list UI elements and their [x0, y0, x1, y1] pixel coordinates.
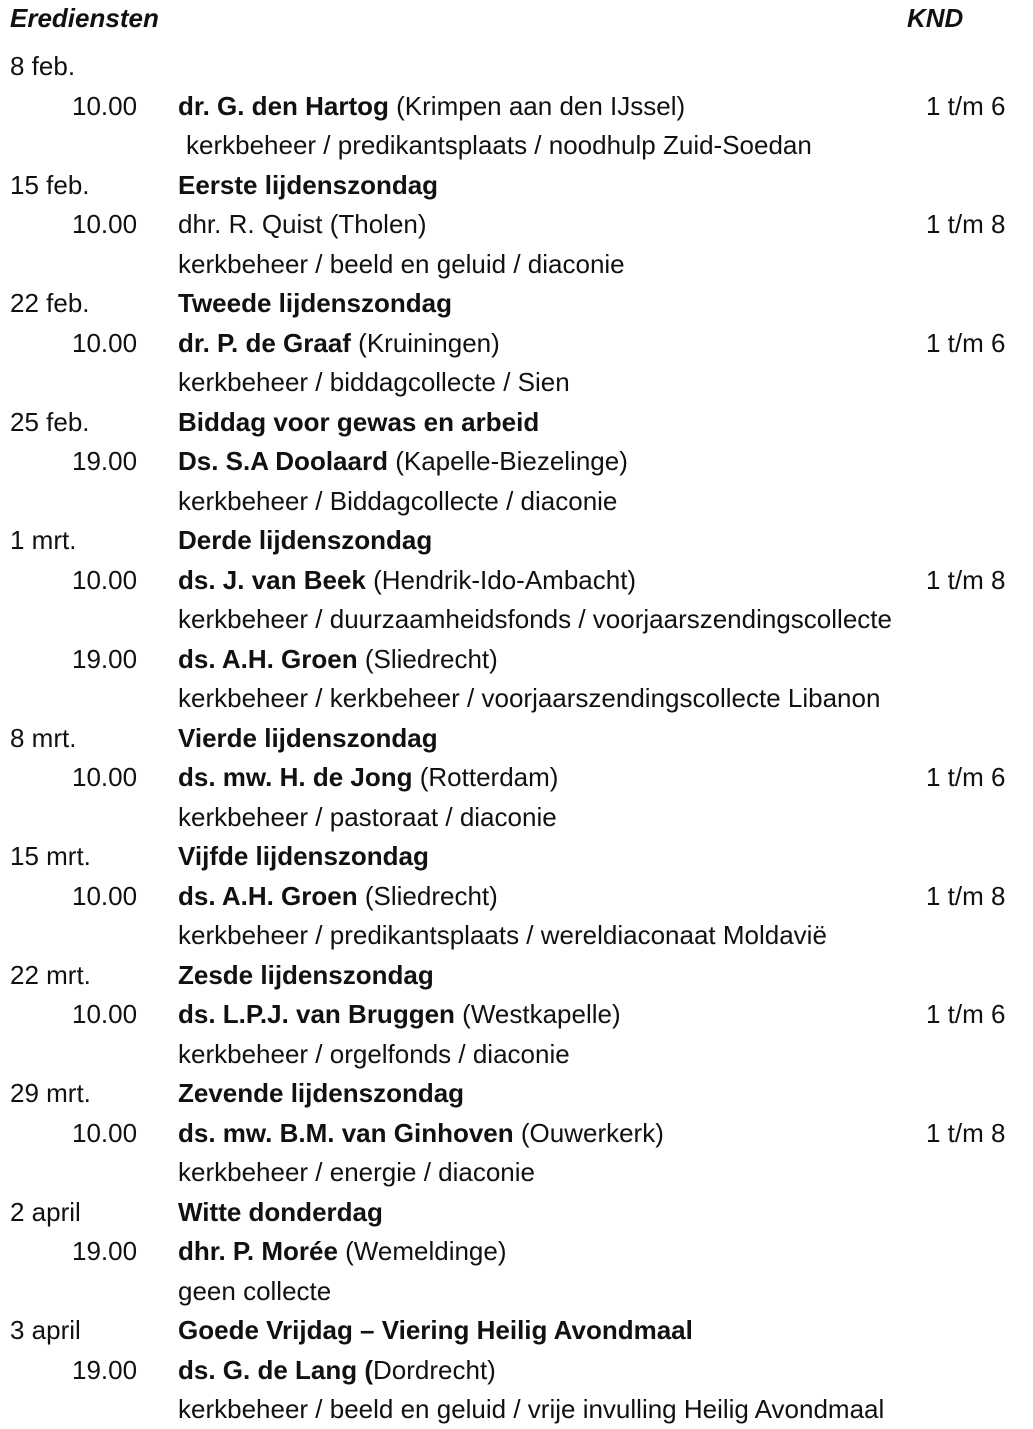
service-preacher-line: [178, 324, 500, 363]
service-preacher-line: [178, 205, 427, 244]
preacher-name: ds. L.P.J. van Bruggen: [178, 999, 455, 1029]
preacher-place: (Westkapelle): [454, 999, 621, 1029]
schedule-line: [0, 1390, 1033, 1429]
collection-text: kerkbeheer / predikantsplaats / noodhulp Zuid-Soedan: [186, 130, 812, 160]
schedule-line: [0, 877, 1033, 916]
preacher-place: (Ouwerkerk): [513, 1117, 664, 1148]
service-time: 19.00: [72, 446, 138, 476]
service-time: 10.00: [72, 999, 138, 1029]
service-time: 10.00: [72, 90, 138, 121]
service-time: 10.00: [72, 209, 138, 239]
preacher-name: ds. mw. B.M. van Ginhoven: [178, 1117, 514, 1148]
schedule-line: [0, 205, 1033, 244]
schedule-line: [0, 679, 1033, 718]
service-preacher-line: [178, 995, 621, 1034]
knd-groups: 1 t/m 6: [926, 90, 1006, 121]
collection-text: kerkbeheer / beeld en geluid / vrije invulling Heilig Avondmaal: [178, 1394, 885, 1424]
knd-groups: 1 t/m 8: [926, 1117, 1006, 1148]
schedule-line: [0, 1074, 1033, 1113]
service-preacher-line: [178, 758, 558, 797]
preacher-name: dhr. P. Morée: [178, 1236, 338, 1266]
service-title: Witte donderdag: [178, 1196, 383, 1227]
service-title: Biddag voor gewas en arbeid: [178, 406, 540, 437]
collection-text: geen collecte: [178, 1275, 332, 1306]
schedule-line: [0, 126, 1033, 165]
service-title: Derde lijdenszondag: [178, 525, 433, 555]
collection-text: kerkbeheer / kerkbeheer / voorjaarszendingscollecte Libanon: [178, 683, 881, 713]
preacher-name: dr. G. den Hartog: [178, 90, 389, 121]
schedule-line: [0, 719, 1033, 758]
preacher-place: (Hendrik-Ido-Ambacht): [365, 564, 637, 595]
knd-groups: 1 t/m 6: [926, 327, 1006, 358]
service-date: 8 feb.: [10, 51, 76, 81]
service-title: Goede Vrijdag – Viering Heilig Avondmaal: [178, 1315, 693, 1345]
schedule-line: [0, 442, 1033, 481]
schedule-line: [0, 640, 1033, 679]
preacher-place: (Sliedrecht): [357, 880, 498, 911]
schedule-line: [0, 995, 1033, 1034]
collection-text: kerkbeheer / Biddagcollecte / diaconie: [178, 485, 618, 516]
schedule-line: [0, 1272, 1033, 1311]
service-preacher-line: [178, 1114, 664, 1153]
service-time: 10.00: [72, 1117, 138, 1148]
preacher-place: (Wemeldinge): [337, 1236, 507, 1266]
schedule-line: [0, 956, 1033, 995]
schedule-line: [0, 1153, 1033, 1192]
service-title: Zevende lijdenszondag: [178, 1078, 465, 1108]
preacher-name: ds. A.H. Groen: [178, 880, 358, 911]
schedule-line: [0, 87, 1033, 126]
schedule-line: [0, 1311, 1033, 1350]
service-time: 10.00: [72, 327, 138, 358]
knd-groups: 1 t/m 8: [926, 209, 1006, 239]
service-date: 29 mrt.: [10, 1078, 91, 1108]
collection-text: kerkbeheer / orgelfonds / diaconie: [178, 1038, 570, 1069]
schedule-line: [0, 363, 1033, 402]
service-preacher-line: [178, 442, 628, 481]
schedule-line: [0, 1114, 1033, 1153]
header-title: Erediensten: [10, 3, 159, 33]
schedule-line: [0, 403, 1033, 442]
collection-text: kerkbeheer / biddagcollecte / Sien: [178, 367, 570, 397]
schedule-line: [0, 521, 1033, 560]
schedule-line: [0, 1351, 1033, 1390]
schedule-line: [0, 47, 1033, 86]
service-time: 19.00: [72, 1354, 138, 1385]
preacher-name: ds. J. van Beek: [178, 564, 366, 595]
knd-groups: 1 t/m 8: [926, 880, 1006, 911]
service-title: Vierde lijdenszondag: [178, 722, 438, 753]
service-date: 8 mrt.: [10, 722, 77, 753]
preacher-name: ds. A.H. Groen: [178, 643, 358, 674]
preacher-name: Ds. S.A Doolaard: [178, 446, 388, 476]
preacher-place: (Kapelle-Biezelinge): [387, 446, 628, 476]
schedule-line: [0, 324, 1033, 363]
service-date: 3 april: [10, 1315, 81, 1345]
schedule-line: [0, 758, 1033, 797]
schedule-line: [0, 1193, 1033, 1232]
knd-groups: 1 t/m 8: [926, 564, 1006, 595]
header-knd: KND: [907, 3, 964, 33]
service-title: Zesde lijdenszondag: [178, 959, 434, 990]
service-preacher-line: [178, 561, 636, 600]
schedule-line: [0, 1035, 1033, 1074]
preacher-place: dhr. R. Quist (Tholen): [178, 209, 427, 239]
service-title: Tweede lijdenszondag: [178, 288, 453, 318]
service-preacher-line: [178, 640, 498, 679]
knd-groups: 1 t/m 6: [926, 999, 1006, 1029]
schedule-line: [0, 916, 1033, 955]
service-time: 10.00: [72, 762, 138, 792]
collection-text: kerkbeheer / beeld en geluid / diaconie: [178, 248, 625, 279]
service-preacher-line: [178, 1351, 496, 1390]
service-date: 15 feb.: [10, 169, 90, 200]
service-time: 10.00: [72, 564, 138, 595]
schedule-line: [0, 482, 1033, 521]
service-title: Vijfde lijdenszondag: [178, 841, 429, 871]
preacher-place: (Kruiningen): [350, 327, 500, 358]
service-date: 25 feb.: [10, 406, 90, 437]
preacher-place: (Rotterdam): [412, 762, 559, 792]
schedule-line: [0, 284, 1033, 323]
service-date: 22 feb.: [10, 288, 90, 318]
preacher-name: ds. G. de Lang (: [178, 1354, 374, 1385]
schedule-line: [0, 561, 1033, 600]
service-time: 10.00: [72, 880, 138, 911]
service-date: 22 mrt.: [10, 959, 91, 990]
service-preacher-line: [178, 1232, 507, 1271]
collection-text: kerkbeheer / energie / diaconie: [178, 1157, 536, 1187]
service-title: Eerste lijdenszondag: [178, 169, 439, 200]
schedule-line: [0, 245, 1033, 284]
preacher-name: dr. P. de Graaf: [178, 327, 351, 358]
knd-groups: 1 t/m 6: [926, 762, 1006, 792]
collection-text: kerkbeheer / predikantsplaats / wereldiaconaat Moldavië: [178, 920, 827, 950]
schedule-line: [0, 600, 1033, 639]
schedule-line: [0, 166, 1033, 205]
service-date: 1 mrt.: [10, 525, 77, 555]
service-date: 15 mrt.: [10, 841, 91, 871]
service-preacher-line: [178, 87, 685, 126]
service-date: 2 april: [10, 1196, 81, 1227]
collection-text: kerkbeheer / pastoraat / diaconie: [178, 801, 557, 832]
schedule-line: [0, 1232, 1033, 1271]
preacher-place: (Krimpen aan den IJssel): [388, 90, 686, 121]
preacher-place: Dordrecht): [373, 1354, 496, 1385]
preacher-name: ds. mw. H. de Jong: [178, 762, 413, 792]
service-time: 19.00: [72, 1236, 138, 1266]
service-time: 19.00: [72, 643, 138, 674]
collection-text: kerkbeheer / duurzaamheidsfonds / voorjaarszendingscollecte: [178, 604, 892, 634]
service-preacher-line: [178, 877, 498, 916]
preacher-place: (Sliedrecht): [357, 643, 498, 674]
schedule-line: [0, 798, 1033, 837]
schedule-line: [0, 837, 1033, 876]
